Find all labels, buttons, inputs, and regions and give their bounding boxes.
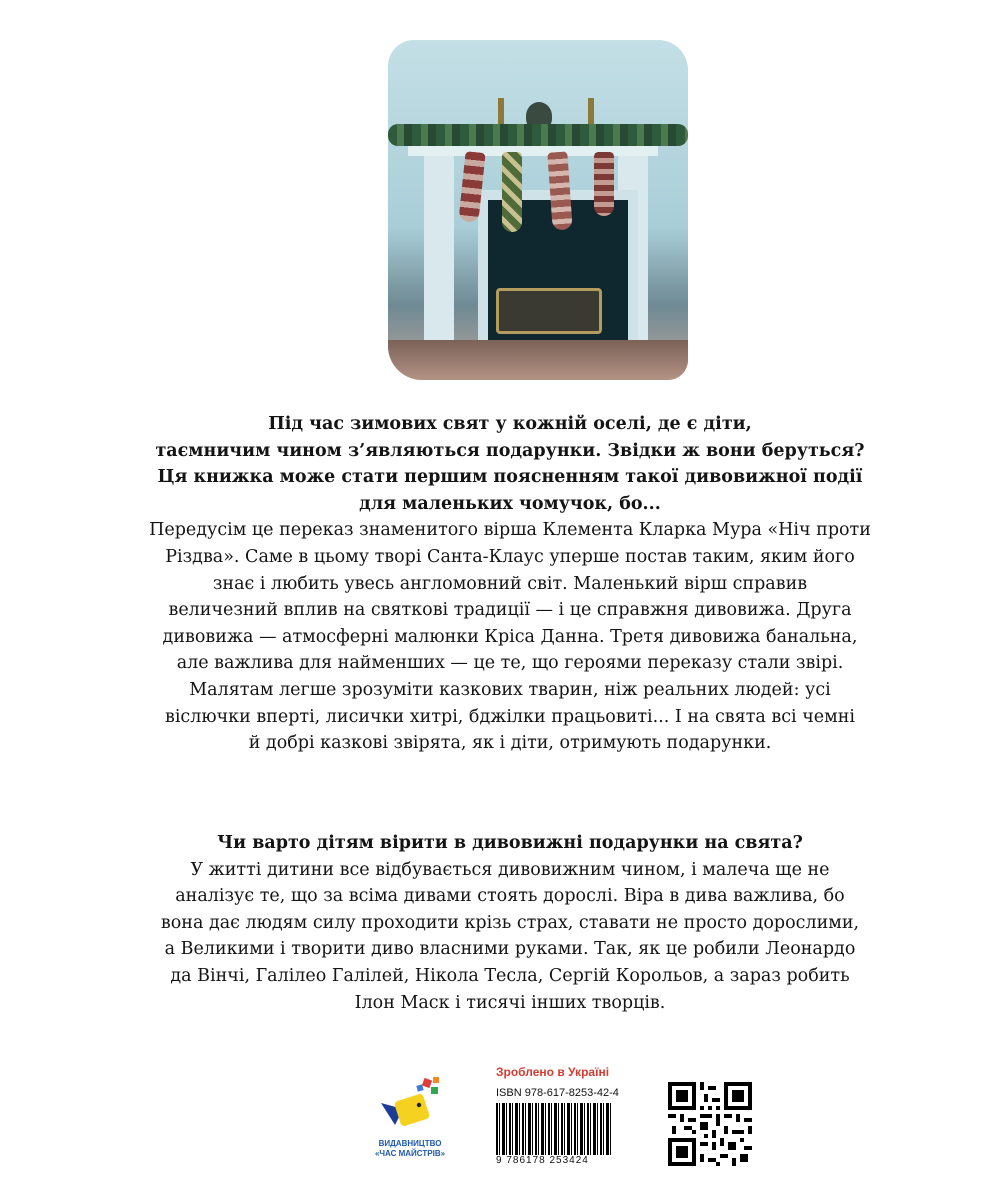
intro-body-line: й добрі казкові звірята, як і діти, отримують подарунки. (248, 733, 772, 754)
rug (388, 340, 688, 380)
intro-body-line: Передусім це переказ знаменитого вірша Клемента Кларка Мура «Ніч проти (149, 520, 871, 541)
intro-bold-line: Ця книжка може стати першим поясненням такої дивовижної події (157, 467, 863, 488)
intro-bold-line: для маленьких чомучок, бо... (359, 493, 661, 514)
stocking (594, 152, 614, 216)
garland (388, 124, 688, 146)
publisher-name (365, 1139, 455, 1159)
second-body-line: вона дає людям силу проходити крізь страх, ставати не просто дорослими, (160, 912, 860, 933)
intro-body-line: дивовижа — атмосферні малюнки Кріса Данна. Третя дивовижа банальна, (162, 626, 858, 647)
intro-body-line: знає і любить увесь англомовний світ. Маленький вірш справив (212, 573, 808, 594)
intro-body-line: віслючки вперті, лисички хитрі, бджілки працьовиті... І на свята всі чемні (164, 706, 855, 727)
publisher-line: ВИДАВНИЦТВО (378, 1139, 442, 1148)
publisher-line: «ЧАС МАЙСТРІВ» (374, 1149, 446, 1158)
intro-body-line: Малятам легше зрозуміти казкових тварин, ніж реальних людей: усі (189, 679, 831, 700)
second-body-line: а Великими і творити диво власними руками. Так, як це робили Леонардо (164, 939, 856, 960)
barcode-icon (496, 1103, 612, 1155)
second-body-line: У житті дитини все відбувається дивовижним чином, і малеча ще не (190, 859, 830, 880)
barcode-block (490, 1063, 620, 1171)
second-body-line: аналізує те, що за всіма дивами стоять дорослі. Віра в дива важлива, бо (175, 886, 845, 907)
barcode-digits: 9 786178 253424 (496, 1155, 589, 1166)
fireplace-illustration (388, 40, 688, 380)
intro-paragraph (110, 411, 910, 757)
second-heading: Чи варто дітям вірити в дивовижні подарунки на свята? (217, 833, 803, 853)
intro-body-line: величезний вплив на святкові традиції — і це справжня дивовижа. Друга (168, 600, 852, 621)
fire-grate (496, 288, 602, 334)
second-body-line: Ілон Маск і тисячі інших творців. (354, 992, 666, 1013)
stocking (502, 152, 522, 232)
made-in-ukraine-label: Зроблено в Україні (496, 1065, 610, 1079)
intro-body-line: Різдва». Саме в цьому творі Санта-Клаус уперше постав таким, яким його (165, 546, 855, 567)
second-paragraph (110, 830, 910, 1016)
second-body-line: да Вінчі, Галілео Галілей, Нікола Тесла, Сергій Корольов, а зараз робить (170, 965, 850, 986)
mantel-column (424, 152, 454, 372)
stocking (547, 151, 572, 230)
intro-body-line: але важлива для найменших — це те, що героями переказу стали звірі. (176, 653, 844, 674)
intro-bold-line: Під час зимових свят у кожній оселі, де є діти, (268, 414, 752, 434)
intro-bold-line: таємничим чином з’являються подарунки. Звідки ж вони беруться? (155, 440, 865, 461)
qr-code-icon (668, 1082, 752, 1166)
isbn-label: ISBN 978-617-8253-42-4 (496, 1087, 619, 1099)
publisher-logo (365, 1063, 455, 1173)
publisher-logo-icon (373, 1075, 443, 1133)
